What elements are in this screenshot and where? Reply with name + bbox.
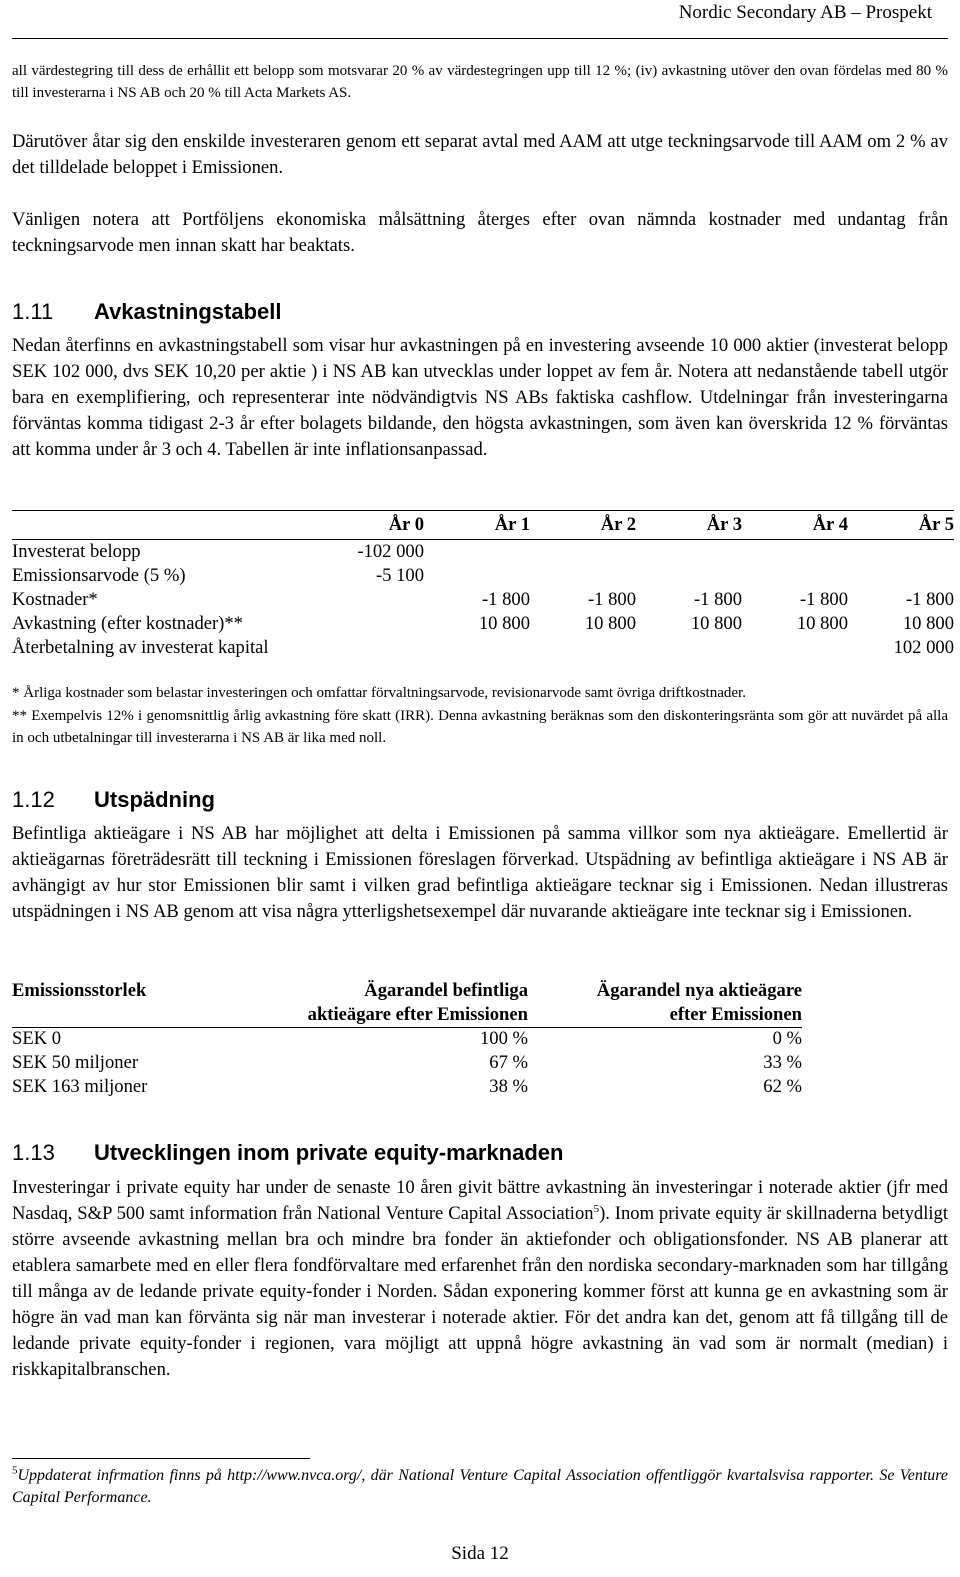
table-cell — [636, 564, 742, 588]
footnote-divider — [12, 1458, 310, 1459]
section-number: 1.12 — [12, 787, 55, 812]
table-cell: -1 800 — [693, 589, 742, 610]
dilution-table — [12, 979, 802, 1099]
page-number: Sida 12 — [451, 1543, 509, 1564]
intro-paragraph-2: Därutöver åtar sig den enskilde investeraren genom ett separat avtal med AAM att utge teckningsarvode till AAM om 2 % av det tilldelade beloppet i Emissionen. — [12, 131, 948, 178]
return-table-header — [12, 513, 954, 540]
row-label: SEK 163 miljoner — [12, 1076, 148, 1097]
return-table — [12, 513, 954, 660]
intro-paragraph-3: Vänligen notera att Portföljens ekonomiska målsättning återges efter ovan nämnda kostnader med undantag från teckningsarvode men innan skatt har beaktats. — [12, 209, 948, 256]
row-label: Kostnader* — [12, 589, 98, 610]
table-cell: -1 800 — [799, 589, 848, 610]
column-header: År 0 — [388, 514, 424, 535]
table-cell — [318, 612, 424, 636]
section-number: 1.13 — [12, 1140, 55, 1165]
table-cell — [742, 540, 848, 565]
section-heading-1-11 — [12, 298, 281, 326]
table-cell — [424, 540, 530, 565]
table-row — [12, 1075, 802, 1099]
table-row — [12, 1027, 802, 1051]
footnote-marker: 5 — [12, 1464, 18, 1477]
column-header: År 4 — [812, 514, 848, 535]
section-1-11-body: Nedan återfinns en avkastningstabell som visar hur avkastningen på en investering avseende 10 000 aktier (investerat belopp SEK 102 000, dvs SEK 10,20 per aktie ) i NS AB kan utvecklas under loppet av fem år. Notera att nedanstående tabell utgör bara en exemplifiering, och representerar inte nödvändigtvis NS ABs faktiska cashflow. Utdelningar från investeringarna förväntas komma tidigast 2-3 år efter bolagets bildande, den högsta avkastningen, som även kan överskrida 12 % förväntas att komma under år 3 och 4. Tabellen är inte inflationsanpassad. — [12, 335, 948, 460]
table-cell — [318, 588, 424, 612]
table-cell: -102 000 — [357, 541, 424, 562]
table-cell: -1 800 — [905, 589, 954, 610]
header-line: Ägarandel nya aktieägare — [596, 980, 802, 1001]
return-table-top-rule — [12, 510, 954, 511]
table-cell: 10 800 — [690, 613, 742, 634]
header-line: efter Emissionen — [669, 1004, 802, 1025]
header-divider — [12, 38, 948, 39]
section-number: 1.11 — [12, 299, 54, 324]
column-header — [528, 979, 802, 1027]
table-cell: 67 % — [489, 1052, 528, 1073]
table-cell: 10 800 — [902, 613, 954, 634]
table-cell — [318, 636, 424, 660]
footnote-reference: 5 — [593, 1202, 600, 1215]
table-cell — [742, 636, 848, 660]
table-cell: 102 000 — [893, 637, 954, 658]
table-cell: 10 800 — [478, 613, 530, 634]
table-cell — [636, 540, 742, 565]
section-heading-1-13 — [12, 1139, 563, 1167]
table-cell: 33 % — [763, 1052, 802, 1073]
column-header: År 5 — [918, 514, 954, 535]
row-label: Emissionsarvode (5 %) — [12, 565, 186, 586]
row-label: Avkastning (efter kostnader)** — [12, 613, 243, 634]
table-cell — [742, 564, 848, 588]
table-row — [12, 612, 954, 636]
column-header: År 1 — [494, 514, 530, 535]
table-cell: -1 800 — [587, 589, 636, 610]
table-cell: -1 800 — [481, 589, 530, 610]
section-1-12-body: Befintliga aktieägare i NS AB har möjlighet att delta i Emissionen på samma villkor som nya aktieägare. Emellertid är aktieägarnas företrädesrätt till teckning i Emissionen föreslagen förverkad. Utspädning av befintliga aktieägare i NS AB är avhängigt av hur stor Emissionen blir samt i vilken grad befintliga aktieägare tecknar sig i Emissionen. Nedan illustreras utspädningen i NS AB genom att visa några ytterligshetsexempel där nuvarande aktieägare inte tecknar sig i Emissionen. — [12, 823, 948, 922]
row-label: SEK 0 — [12, 1028, 62, 1049]
running-header: Nordic Secondary AB – Prospekt — [678, 2, 932, 23]
table-cell: 100 % — [479, 1028, 528, 1049]
header-line: aktieägare efter Emissionen — [307, 1004, 528, 1025]
body-text: Investeringar i private equity har under de senaste 10 åren givit bättre avkastning än investeringar i noterade aktier (jfr med Nasdaq, S&P 500 samt information från National Venture Capital Association — [12, 1177, 948, 1224]
table-row — [12, 540, 954, 565]
table-cell: 10 800 — [796, 613, 848, 634]
section-heading-1-12 — [12, 786, 215, 814]
row-label: Investerat belopp — [12, 541, 141, 562]
section-title: Utspädning — [94, 787, 215, 812]
column-header: Emissionsstorlek — [12, 980, 147, 1001]
intro-paragraph-1: all värdestegring till dess de erhållit ett belopp som motsvarar 20 % av värdestegringen upp till 12 %; (iv) avkastning utöver den ovan fördelas med 80 % till investerarna i NS AB och 20 % till Acta Markets AS. — [12, 63, 948, 101]
table-cell: -5 100 — [375, 565, 424, 586]
table-cell — [424, 636, 530, 660]
row-label: SEK 50 miljoner — [12, 1052, 139, 1073]
table-cell: 62 % — [763, 1076, 802, 1097]
dilution-table-rule — [12, 1027, 802, 1028]
table-row — [12, 1051, 802, 1075]
column-header — [12, 513, 318, 540]
dilution-table-header — [12, 979, 802, 1027]
table-cell — [636, 636, 742, 660]
footnote-text: Uppdaterat infrmation finns på http://www.nvca.org/, där National Venture Capital Association offentliggör kvartalsvisa rapporter. Se Venture Capital Performance. — [12, 1467, 948, 1506]
table-row — [12, 588, 954, 612]
table-row — [12, 564, 954, 588]
table-cell — [530, 636, 636, 660]
table-cell — [530, 540, 636, 565]
table-cell: 10 800 — [584, 613, 636, 634]
column-header — [212, 979, 528, 1027]
table-row — [12, 636, 954, 660]
section-title: Utvecklingen inom private equity-marknaden — [94, 1140, 564, 1165]
table-cell — [424, 564, 530, 588]
footnote — [12, 1465, 948, 1509]
table-cell: 38 % — [489, 1076, 528, 1097]
column-header: År 2 — [600, 514, 636, 535]
header-line: Ägarandel befintliga — [364, 980, 528, 1001]
section-1-13-body — [12, 1175, 948, 1383]
table-note-costs: * Årliga kostnader som belastar investeringen och omfattar förvaltningsarvode, revisionarvode samt övriga driftkostnader. — [12, 685, 746, 701]
table-cell: 0 % — [772, 1028, 802, 1049]
table-cell — [530, 564, 636, 588]
table-note-irr: ** Exempelvis 12% i genomsnittlig årlig avkastning före skatt (IRR). Denna avkastning beräknas som den diskonteringsränta som gör att nuvärdet på alla in och utbetalningar till investerarna i NS AB är lika med noll. — [12, 708, 948, 746]
row-label: Återbetalning av investerat kapital — [12, 637, 269, 658]
table-cell — [848, 564, 954, 588]
body-text: ). Inom private equity är skillnaderna betydligt större avseende avkastning mellan bra och mindre bra fonder än aktiefonder och obligationsfonder. NS AB planerar att etablera samarbete med en eller flera fondförvaltare med erfarenhet från den nordiska secondary-marknaden som har tillgång till många av de ledande private equity-fonder i Norden. Sådan exponering kommer först att kunna ge en avkastning som är högre än vad man kan förvänta sig när man investerar i noterade aktier. För det andra kan det, genom att få tillgång till de ledande private equity-fonder i regionen, vara möjligt att uppnå högre avkastning än vad som är normalt (median) i riskkapitalbranschen. — [12, 1203, 948, 1380]
column-header: År 3 — [706, 514, 742, 535]
section-title: Avkastningstabell — [94, 299, 282, 324]
table-cell — [848, 540, 954, 565]
